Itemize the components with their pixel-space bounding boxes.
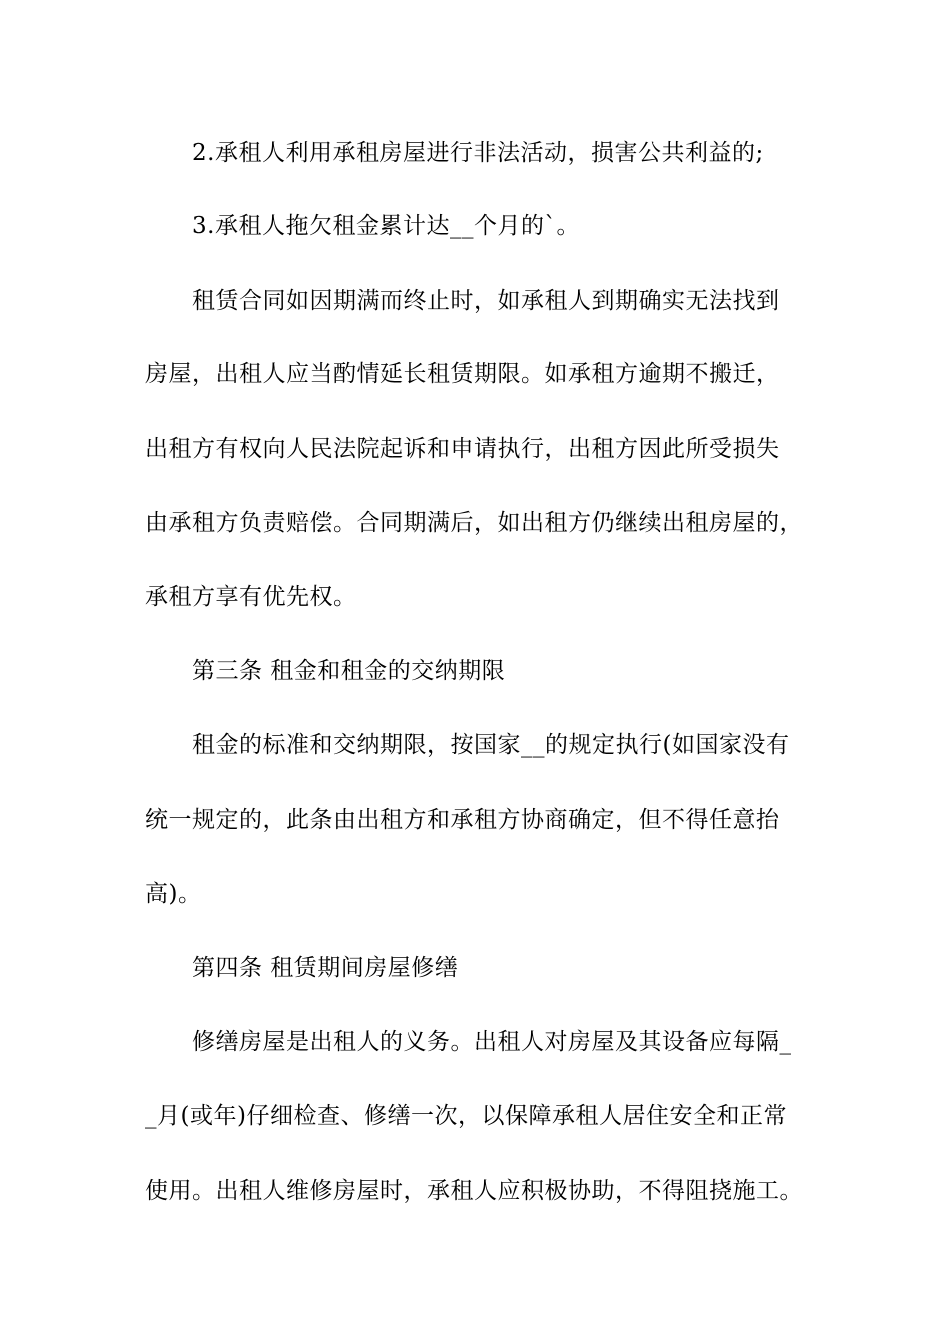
paragraph-line: 租金的标准和交纳期限，按国家__的规定执行(如国家没有 [192, 732, 790, 758]
paragraph-line: 房屋，出租人应当酌情延长租赁期限。如承租方逾期不搬迁， [145, 361, 780, 387]
clause-item-2: 2.承租人利用承租房屋进行非法活动，损害公共利益的; [192, 140, 764, 166]
article-4-heading: 第四条 租赁期间房屋修缮 [192, 955, 459, 981]
paragraph-line: _月(或年)仔细检查、修缮一次，以保障承租人居住安全和正常 [145, 1103, 787, 1129]
paragraph-line: 出租方有权向人民法院起诉和申请执行，出租方因此所受损失 [145, 436, 780, 462]
paragraph-line: 租赁合同如因期满而终止时，如承租人到期确实无法找到 [192, 288, 780, 314]
paragraph-line: 使用。出租人维修房屋时，承租人应积极协助，不得阻挠施工。 [145, 1178, 803, 1204]
clause-item-3: 3.承租人拖欠租金累计达__个月的`。 [192, 213, 580, 239]
paragraph-line: 修缮房屋是出租人的义务。出租人对房屋及其设备应每隔_ [192, 1029, 792, 1055]
paragraph-line: 高)。 [145, 881, 202, 907]
paragraph-line: 统一规定的，此条由出租方和承租方协商确定，但不得任意抬 [145, 807, 780, 833]
article-3-heading: 第三条 租金和租金的交纳期限 [192, 658, 506, 684]
paragraph-line: 承租方享有优先权。 [145, 584, 357, 610]
paragraph-line: 由承租方负责赔偿。合同期满后，如出租方仍继续出租房屋的， [145, 510, 803, 536]
